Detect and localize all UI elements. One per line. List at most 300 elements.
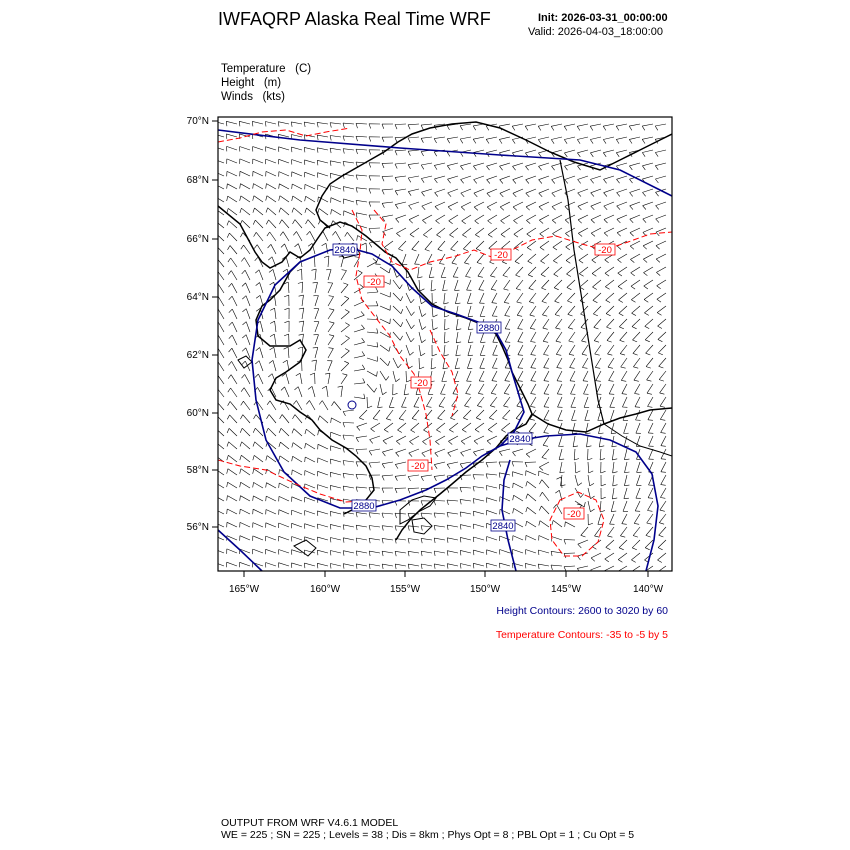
wind-barb-staff (343, 149, 354, 150)
wind-barb-feather (344, 361, 349, 363)
wind-barb-staff (435, 449, 445, 453)
wind-barb-feather (513, 180, 516, 184)
wind-barb-feather (474, 193, 477, 197)
wind-barb-staff (434, 462, 445, 465)
wind-barb-staff (380, 358, 388, 366)
wind-barb-staff (447, 462, 458, 464)
wind-barb-feather (630, 233, 634, 237)
wind-barb-feather (401, 296, 403, 301)
wind-barb-staff (410, 228, 419, 234)
wind-barb-staff (617, 189, 627, 193)
wind-barb-staff (410, 436, 420, 442)
wind-barb-feather (310, 373, 315, 375)
wind-barb-staff (518, 332, 523, 342)
wind-barb-staff (593, 306, 601, 314)
wind-barb-feather (491, 393, 496, 394)
wind-barb-staff (453, 267, 458, 277)
wind-barb-feather (330, 136, 331, 141)
wind-barb-feather (487, 180, 490, 184)
wind-barb-staff (565, 163, 576, 166)
wind-barb-staff (525, 137, 536, 140)
wind-barb-feather (551, 551, 552, 556)
wind-barb-feather (552, 220, 556, 223)
wind-barb-feather (369, 463, 371, 468)
wind-barb-staff (227, 184, 237, 189)
wind-barb-feather (343, 161, 344, 166)
lon-label: 165°W (228, 584, 260, 595)
wind-barb-staff (605, 267, 614, 273)
wind-barb-feather (460, 487, 462, 492)
wind-barb-staff (578, 540, 588, 544)
wind-barb-feather (252, 121, 253, 126)
wind-barb-feather (356, 175, 357, 180)
wind-barb-feather (256, 283, 260, 286)
wind-barb-feather (240, 496, 241, 501)
wind-barb-staff (659, 371, 666, 380)
coastlines (218, 122, 672, 556)
wind-barb-staff (402, 397, 407, 407)
wind-barb-feather (620, 536, 625, 537)
wind-barb-staff (465, 397, 472, 406)
wind-barb-feather (556, 341, 561, 342)
wind-barb-feather (396, 379, 400, 382)
wind-barb-feather (455, 368, 460, 369)
wind-barb-feather (266, 456, 267, 461)
wind-barb-feather (604, 220, 608, 224)
wind-barb-staff (305, 511, 315, 515)
wind-barb-staff (616, 150, 627, 153)
wind-barb-feather (633, 367, 638, 368)
wind-barb-feather (456, 342, 461, 343)
wind-barb-feather (401, 309, 403, 314)
wind-barb-staff (260, 283, 263, 294)
wind-barb-feather (343, 187, 344, 192)
wind-barb-staff (591, 566, 601, 570)
wind-barb-staff (395, 475, 406, 476)
wind-barb-staff (587, 436, 589, 447)
wind-barb-staff (302, 308, 304, 319)
wind-barb-staff (539, 462, 549, 467)
wind-barb-staff (279, 159, 289, 163)
wind-barb-staff (599, 423, 602, 434)
wind-barb-feather (499, 563, 500, 568)
wind-barb-feather (253, 482, 254, 487)
wind-barb-staff (328, 256, 329, 267)
wind-barb-staff (538, 550, 549, 553)
wind-barb-staff (648, 397, 654, 407)
wind-barb-feather (525, 563, 526, 568)
wind-barb-staff (505, 371, 510, 381)
wind-barb-staff (406, 319, 411, 329)
wind-barb-staff (473, 137, 484, 139)
wind-barb-staff (455, 280, 459, 290)
wind-barb-staff (578, 202, 588, 206)
wind-barb-feather (591, 206, 595, 210)
wind-barb-feather (215, 388, 218, 392)
wind-barb-staff (540, 241, 549, 247)
wind-barb-feather (281, 244, 285, 248)
wind-barb-staff (330, 123, 341, 124)
wind-barb-staff (227, 522, 237, 527)
wind-barb-feather (656, 206, 659, 210)
low-center-markers (348, 401, 356, 409)
wind-barb-feather (240, 184, 241, 189)
wind-barb-staff (367, 384, 374, 392)
wind-barb-staff (214, 549, 224, 553)
wind-barb-staff (476, 410, 484, 418)
wind-barb-feather (538, 126, 541, 130)
wind-barb-feather (566, 247, 570, 250)
wind-barb-staff (380, 332, 390, 337)
wind-barb-staff (356, 123, 367, 124)
wind-barb-feather (449, 221, 453, 224)
wind-barb-staff (655, 176, 666, 179)
wind-barb-staff (382, 202, 393, 203)
wind-barb-staff (231, 388, 237, 397)
wind-barb-staff (488, 228, 497, 235)
wind-barb-staff (600, 449, 601, 460)
wind-barb-staff (315, 282, 318, 293)
wind-barb-staff (285, 244, 289, 254)
wind-barb-feather (322, 386, 326, 389)
wind-barb-feather (460, 537, 461, 542)
wind-barb-staff (660, 397, 666, 406)
wind-barb-feather (338, 386, 343, 387)
wind-barb-feather (618, 572, 622, 575)
wind-barb-staff (279, 523, 289, 527)
wind-barb-feather (279, 220, 281, 224)
wind-barb-staff (527, 521, 536, 527)
wind-barb-staff (518, 371, 523, 381)
wind-barb-feather (466, 394, 471, 395)
wind-barb-feather (265, 122, 266, 127)
lon-label: 145°W (550, 584, 582, 595)
wind-barb-staff (356, 525, 367, 527)
wind-barb-feather (279, 208, 281, 213)
wind-barb-feather (267, 415, 270, 419)
wind-barb-staff (645, 319, 653, 326)
wind-barb-feather (542, 301, 547, 303)
wind-barb-staff (555, 306, 562, 315)
wind-barb-staff (253, 496, 263, 501)
wind-barb-staff (356, 175, 367, 176)
wind-barb-feather (565, 522, 566, 527)
wind-barb-feather (401, 322, 403, 327)
wind-barb-feather (629, 166, 632, 170)
wind-barb-staff (539, 536, 549, 541)
wind-barb-staff (356, 449, 367, 450)
wind-barb-staff (529, 280, 536, 288)
wind-barb-feather (488, 221, 492, 224)
wind-barb-feather (565, 206, 569, 210)
wind-barb-staff (314, 256, 315, 267)
wind-barb-feather (368, 406, 373, 408)
wind-barb-feather (330, 123, 331, 128)
wind-barb-staff (240, 171, 250, 176)
wind-barb-feather (448, 179, 451, 183)
wind-barb-feather (591, 193, 594, 197)
wind-barb-feather (622, 394, 627, 395)
wind-barb-feather (227, 469, 228, 474)
wind-barb-feather (253, 208, 255, 213)
wind-barb-feather (425, 249, 430, 251)
wind-barb-staff (318, 458, 328, 462)
wind-barb-feather (604, 193, 607, 197)
wind-barb-staff (431, 280, 432, 291)
wind-barb-staff (500, 202, 510, 207)
wind-barb-feather (518, 342, 523, 343)
wind-barb-feather (305, 208, 307, 213)
wind-barb-staff (526, 535, 536, 540)
wind-barb-staff (468, 306, 471, 317)
wind-barb-feather (543, 341, 548, 342)
wind-barb-staff (354, 342, 365, 345)
wind-barb-feather (473, 511, 474, 516)
wind-barb-feather (646, 367, 651, 369)
wind-barb-feather (270, 334, 274, 337)
wind-barb-staff (578, 215, 588, 220)
wind-barb-staff (514, 508, 523, 514)
wind-barb-staff (273, 360, 276, 371)
wind-barb-feather (618, 560, 622, 563)
wind-barb-feather (266, 428, 268, 433)
wind-barb-feather (514, 234, 518, 237)
wind-barb-staff (447, 500, 458, 501)
wind-barb-feather (531, 368, 536, 369)
wind-barb-feather (504, 406, 509, 407)
wind-barb-staff (305, 184, 315, 189)
wind-barb-staff (570, 358, 575, 368)
wind-barb-staff (341, 386, 343, 397)
wind-barb-feather (383, 392, 387, 395)
wind-barb-staff (304, 147, 315, 150)
wind-barb-feather (657, 572, 661, 575)
wind-barb-feather (292, 208, 294, 213)
wind-barb-staff (564, 124, 575, 126)
wind-barb-staff (658, 319, 666, 326)
wind-barb-staff (648, 410, 653, 420)
wind-barb-staff (656, 215, 666, 219)
wind-barb-staff (245, 270, 250, 280)
wind-barb-feather (601, 497, 606, 499)
wind-barb-staff (480, 345, 484, 355)
wind-barb-feather (634, 523, 639, 524)
wind-barb-feather (642, 153, 645, 157)
wind-barb-staff (434, 163, 445, 165)
wind-barb-staff (228, 196, 237, 202)
wind-barb-feather (311, 269, 316, 270)
wind-barb-staff (593, 280, 602, 287)
wind-barb-feather (587, 446, 592, 447)
wind-barb-staff (467, 280, 471, 290)
wind-barb-feather (228, 361, 231, 365)
wind-barb-staff (500, 163, 511, 166)
wind-barb-feather (421, 538, 422, 543)
wind-barb-feather (492, 381, 497, 382)
wind-barb-feather (661, 446, 666, 447)
wind-barb-feather (229, 296, 232, 300)
wind-barb-feather (382, 476, 384, 481)
wind-barb-feather (643, 219, 646, 223)
wind-barb-feather (617, 193, 620, 197)
wind-barb-staff (636, 488, 640, 498)
wind-barb-staff (477, 254, 484, 263)
map-title: IWFAQRP Alaska Real Time WRF (218, 9, 491, 29)
wind-barb-staff (526, 471, 536, 475)
wind-barb-staff (317, 160, 328, 163)
wind-barb-feather (486, 486, 487, 491)
wind-barb-feather (356, 525, 357, 530)
wind-barb-feather (538, 153, 541, 157)
wind-barb-feather (514, 221, 518, 224)
wind-barb-feather (299, 334, 304, 335)
wind-barb-feather (447, 166, 450, 170)
wind-barb-staff (382, 564, 393, 566)
wind-barb-feather (318, 430, 319, 435)
wind-barb-staff (367, 397, 368, 408)
wind-barbs (213, 121, 666, 575)
wind-barb-feather (567, 301, 572, 303)
wind-barb-feather (369, 150, 371, 155)
wind-barb-feather (229, 283, 232, 287)
wind-barb-staff (328, 336, 334, 345)
wind-barb-feather (512, 462, 514, 467)
wind-barb-staff (542, 306, 549, 315)
wind-barb-staff (357, 423, 367, 427)
wind-barb-staff (231, 375, 237, 384)
wind-barb-feather (408, 165, 410, 169)
wind-barb-feather (298, 347, 303, 349)
wind-barb-staff (462, 228, 471, 235)
wind-barb-staff (328, 283, 333, 293)
wind-barb-feather (542, 457, 547, 459)
wind-barb-staff (461, 436, 471, 441)
wind-barb-feather (624, 485, 629, 486)
wind-barb-feather (438, 249, 443, 251)
wind-barb-feather (438, 418, 443, 420)
field-unit: (C) (295, 63, 312, 75)
wind-barb-feather (448, 207, 452, 210)
wind-barb-staff (330, 459, 341, 462)
wind-barb-staff (591, 176, 602, 179)
wind-barb-feather (420, 289, 425, 291)
wind-barb-feather (611, 511, 616, 512)
wind-barb-staff (455, 293, 458, 304)
wind-barb-feather (460, 512, 461, 517)
wind-barb-staff (610, 397, 614, 407)
lon-label: 140°W (632, 584, 664, 595)
wind-barb-feather (605, 273, 609, 276)
wind-barb-staff (447, 163, 458, 166)
wind-barb-feather (642, 139, 645, 143)
wind-barb-staff (266, 563, 276, 567)
wind-barb-feather (317, 550, 318, 555)
wind-barb-feather (408, 125, 410, 130)
wind-barb-staff (479, 371, 484, 381)
wind-barb-feather (462, 221, 466, 224)
wind-barb-feather (656, 259, 660, 262)
wind-barb-feather (448, 441, 452, 444)
wind-barb-feather (426, 407, 431, 408)
wind-barb-staff (512, 124, 523, 126)
wind-barb-feather (293, 401, 296, 405)
lon-label: 160°W (309, 584, 341, 595)
wind-barb-staff (359, 410, 367, 418)
wind-barb-feather (395, 177, 397, 181)
wind-barb-feather (603, 140, 606, 144)
wind-barb-staff (215, 196, 224, 202)
wind-barb-staff (572, 410, 576, 420)
wind-barb-feather (292, 429, 294, 434)
wind-barb-feather (512, 563, 513, 568)
wind-barb-staff (328, 297, 334, 307)
wind-barb-staff (242, 428, 250, 436)
wind-barb-feather (505, 329, 510, 330)
wind-barb-staff (620, 332, 627, 340)
wind-barb-staff (487, 176, 497, 180)
wind-barb-feather (228, 271, 231, 275)
wind-barb-staff (240, 509, 250, 514)
wind-barb-feather (227, 428, 229, 433)
wind-barb-feather (291, 147, 292, 152)
wind-barb-staff (515, 254, 523, 262)
wind-barb-feather (284, 308, 289, 310)
wind-barb-feather (256, 295, 260, 298)
wind-barb-staff (228, 469, 237, 475)
wind-barb-staff (268, 208, 276, 215)
wind-barb-feather (499, 462, 501, 467)
wind-barb-staff (499, 137, 510, 139)
wind-barb-staff (305, 160, 316, 163)
wind-barb-feather (660, 419, 665, 420)
wind-barb-feather (317, 537, 318, 542)
wind-barb-staff (478, 267, 484, 276)
wind-barb-feather (436, 221, 440, 224)
wind-barb-staff (260, 295, 263, 306)
wind-barb-staff (298, 387, 302, 397)
wind-barb-staff (330, 551, 341, 554)
wind-barb-feather (421, 501, 423, 506)
wind-barb-feather (619, 300, 623, 303)
wind-barb-staff (408, 488, 419, 489)
wind-barb-staff (438, 410, 445, 418)
wind-barb-staff (517, 293, 523, 302)
wind-barb-staff (451, 241, 458, 249)
wind-barb-feather (488, 235, 492, 238)
wind-barb-staff (304, 122, 315, 124)
wind-barb-staff (241, 482, 250, 488)
wind-barb-feather (343, 283, 348, 285)
wind-barb-staff (357, 225, 368, 228)
wind-barb-feather (448, 453, 451, 457)
wind-barb-staff (436, 423, 445, 430)
wind-barb-feather (621, 367, 626, 368)
wind-barb-staff (356, 564, 367, 566)
wind-barb-staff (386, 410, 393, 419)
wind-barb-staff (542, 480, 549, 488)
wind-barb-feather (266, 208, 268, 213)
wind-barb-feather (227, 442, 229, 447)
wind-barb-staff (214, 562, 224, 566)
wind-barb-feather (358, 270, 362, 272)
wind-barb-feather (369, 451, 372, 455)
wind-barb-staff (504, 397, 511, 406)
wind-barb-staff (514, 228, 523, 234)
wind-barb-feather (343, 123, 344, 128)
wind-barb-feather (604, 233, 608, 236)
wind-barb-feather (279, 196, 280, 201)
wind-barb-feather (284, 347, 289, 349)
